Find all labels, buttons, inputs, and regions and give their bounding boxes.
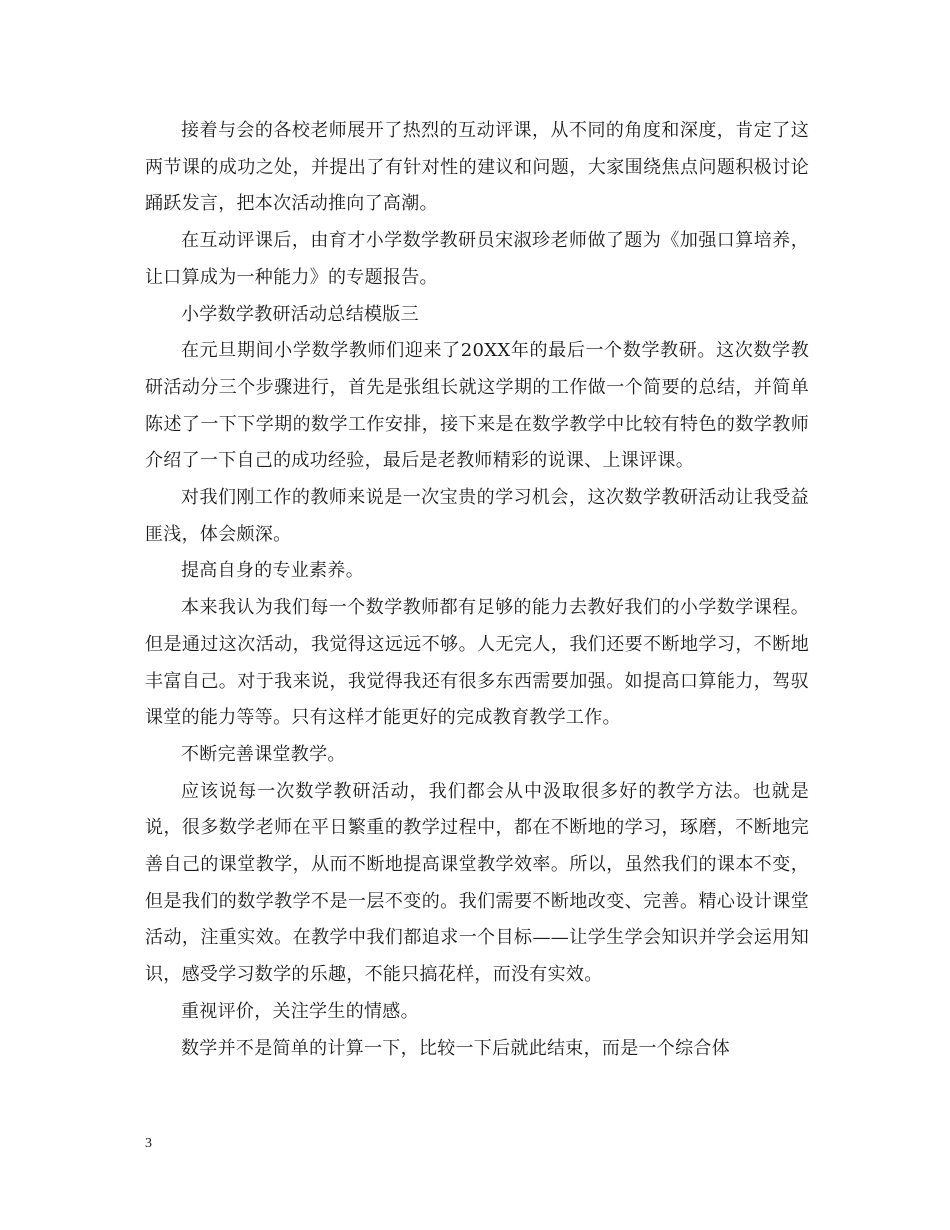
paragraph-learning-opportunity: 对我们刚工作的教师来说是一次宝贵的学习机会，这次数学教研活动让我受益匪浅，体会颇深。 — [145, 487, 809, 545]
paragraph-interactive-review: 接着与会的各校老师展开了热烈的互动评课，从不同的角度和深度，肯定了这两节课的成功之处，并提出了有针对性的建议和问题，大家围绕焦点问题积极讨论踊跃发言，把本次活动推向了高潮。 — [145, 120, 809, 215]
section-title: 小学数学教研活动总结模版三 — [181, 303, 419, 325]
paragraph-new-year-research: 在元旦期间小学数学教师们迎来了20XX年的最后一个数学教研。这次数学教研活动分三个步骤进行，首先是张组长就这学期的工作做一个简要的总结，并简单陈述了一下下学期的数学工作安排，接下来是在数学教学中比较有特色的数学教师介绍了一下自己的成功经验，最后是老教师精彩的说课、上课评课。 — [145, 340, 809, 472]
heading-evaluation: 重视评价，关注学生的情感。 — [181, 1000, 419, 1022]
paragraph-math-comprehensive: 数学并不是简单的计算一下，比较一下后就此结束，而是一个综合体 — [181, 1037, 730, 1059]
heading-classroom-teaching: 不断完善课堂教学。 — [181, 743, 346, 765]
page-number: 3 — [145, 1136, 152, 1151]
paragraph-teaching-methods: 应该说每一次数学教研活动，我们都会从中汲取很多好的教学方法。也就是说，很多数学老师在平日繁重的教学过程中，都在不断地的学习，琢磨，不断地完善自己的课堂教学，从而不断地提高课堂教学效率。所以，虽然我们的课本不变，但是我们的数学教学不是一层不变的。我们需要不断地改变、完善。精心设计课堂活动，注重实效。在教学中我们都追求一个目标——让学生学会知识并学会运用知识，感受学习数学的乐趣，不能只搞花样，而没有实效。 — [145, 780, 809, 986]
heading-professional-quality: 提高自身的专业素养。 — [181, 560, 364, 582]
document-body — [145, 113, 809, 1067]
paragraph-special-report: 在互动评课后，由育才小学数学教研员宋淑珍老师做了题为《加强口算培养，让口算成为一种能力》的专题报告。 — [145, 230, 809, 288]
paragraph-self-improvement: 本来我认为我们每一个数学教师都有足够的能力去教好我们的小学数学课程。但是通过这次活动，我觉得这远远不够。人无完人，我们还要不断地学习，不断地丰富自己。对于我来说，我觉得我还有很多东西需要加强。如提高口算能力，驾驭课堂的能力等等。只有这样才能更好的完成教育教学工作。 — [145, 597, 809, 729]
